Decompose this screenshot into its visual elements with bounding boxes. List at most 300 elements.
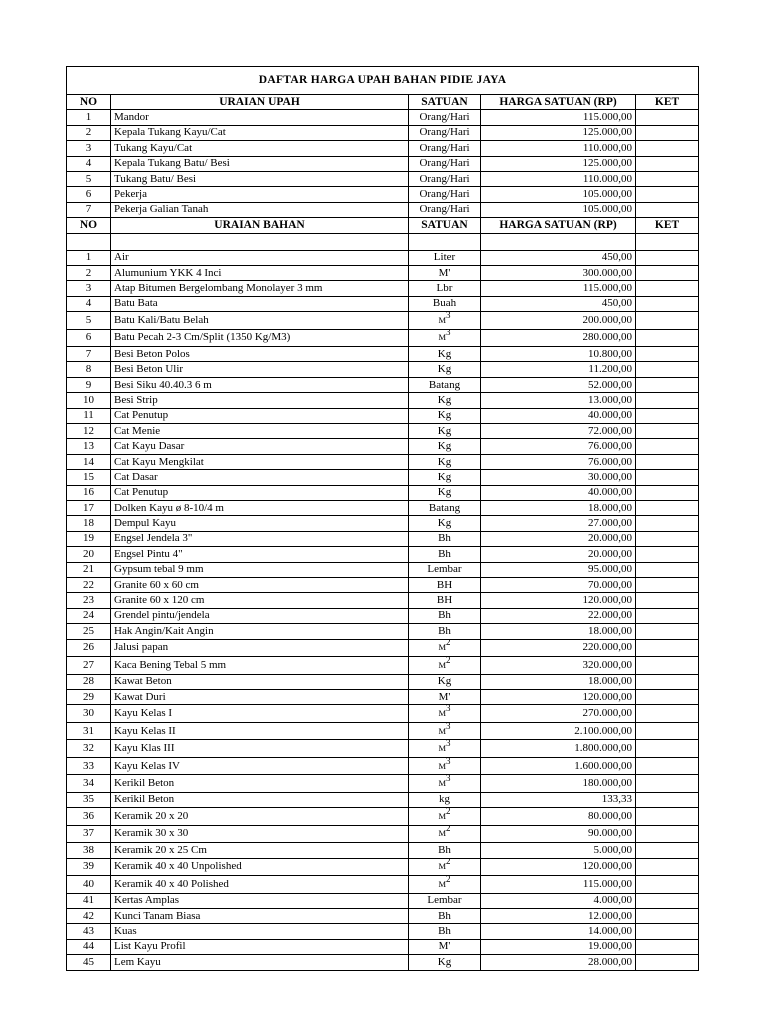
row-harga: 120.000,00 (481, 689, 636, 704)
row-uraian: List Kayu Profil (111, 939, 409, 954)
row-satuan: M' (409, 689, 481, 704)
row-satuan: Kg (409, 424, 481, 439)
row-ket (636, 171, 699, 186)
table-row (67, 689, 699, 704)
row-number: 1 (67, 110, 111, 125)
row-number: 30 (67, 705, 111, 723)
row-harga: 10.800,00 (481, 347, 636, 362)
row-uraian: Alumunium YKK 4 Inci (111, 265, 409, 280)
row-satuan: Lembar (409, 562, 481, 577)
table-row (67, 424, 699, 439)
row-uraian: Jalusi papan (111, 639, 409, 657)
row-harga: 110.000,00 (481, 141, 636, 156)
row-uraian: Engsel Jendela 3" (111, 531, 409, 546)
row-harga: 19.000,00 (481, 939, 636, 954)
row-number: 23 (67, 593, 111, 608)
row-harga: 30.000,00 (481, 470, 636, 485)
row-uraian: Cat Penutup (111, 408, 409, 423)
row-uraian: Besi Beton Ulir (111, 362, 409, 377)
row-ket (636, 593, 699, 608)
row-uraian: Dempul Kayu (111, 516, 409, 531)
table-row (67, 141, 699, 156)
row-harga: 40.000,00 (481, 485, 636, 500)
row-uraian: Kerikil Beton (111, 775, 409, 793)
row-satuan: Kg (409, 362, 481, 377)
row-ket (636, 281, 699, 296)
row-number: 29 (67, 689, 111, 704)
row-ket (636, 639, 699, 657)
row-harga: 28.000,00 (481, 955, 636, 970)
header-no: NO (67, 218, 111, 233)
table-row (67, 876, 699, 894)
row-harga: 270.000,00 (481, 705, 636, 723)
table-row (67, 187, 699, 202)
table-row (67, 110, 699, 125)
row-ket (636, 689, 699, 704)
row-satuan: $M^2$ (409, 825, 481, 843)
row-satuan: Orang/Hari (409, 187, 481, 202)
row-uraian: Kayu Klas III (111, 740, 409, 758)
row-harga: 27.000,00 (481, 516, 636, 531)
row-ket (636, 347, 699, 362)
row-satuan: Buah (409, 296, 481, 311)
title-row (67, 67, 699, 95)
row-ket (636, 202, 699, 217)
upah-section (67, 110, 699, 218)
row-harga: 105.000,00 (481, 202, 636, 217)
row-number: 9 (67, 377, 111, 392)
table-row (67, 171, 699, 186)
row-harga: 180.000,00 (481, 775, 636, 793)
table-row (67, 125, 699, 140)
row-harga: 115.000,00 (481, 281, 636, 296)
header-no: NO (67, 95, 111, 110)
row-uraian: Keramik 20 x 20 (111, 808, 409, 826)
row-harga: 220.000,00 (481, 639, 636, 657)
row-satuan: Bh (409, 608, 481, 623)
table-row (67, 347, 699, 362)
table-row (67, 500, 699, 515)
row-satuan: Orang/Hari (409, 110, 481, 125)
bahan-section (67, 250, 699, 970)
upah-header-row (67, 95, 699, 110)
price-list-table (66, 66, 699, 971)
table-row (67, 312, 699, 330)
table-row (67, 156, 699, 171)
table-row (67, 250, 699, 265)
table-row (67, 362, 699, 377)
row-harga: 18.000,00 (481, 674, 636, 689)
row-ket (636, 470, 699, 485)
row-ket (636, 250, 699, 265)
header-uraian-upah: URAIAN UPAH (111, 95, 409, 110)
row-number: 28 (67, 674, 111, 689)
row-satuan: BH (409, 593, 481, 608)
row-number: 24 (67, 608, 111, 623)
row-harga: 52.000,00 (481, 377, 636, 392)
row-uraian: Kerikil Beton (111, 792, 409, 807)
row-number: 43 (67, 924, 111, 939)
row-harga: 76.000,00 (481, 439, 636, 454)
row-number: 36 (67, 808, 111, 826)
row-ket (636, 531, 699, 546)
row-satuan: $M^3$ (409, 705, 481, 723)
row-ket (636, 296, 699, 311)
row-uraian: Grendel pintu/jendela (111, 608, 409, 623)
table-row (67, 657, 699, 675)
table-row (67, 531, 699, 546)
row-harga: 2.100.000,00 (481, 722, 636, 740)
table-row (67, 740, 699, 758)
row-ket (636, 893, 699, 908)
row-satuan: Orang/Hari (409, 156, 481, 171)
row-harga: 450,00 (481, 296, 636, 311)
row-number: 27 (67, 657, 111, 675)
row-satuan: $M^2$ (409, 808, 481, 826)
row-ket (636, 955, 699, 970)
row-number: 16 (67, 485, 111, 500)
table-row (67, 908, 699, 923)
table-row (67, 722, 699, 740)
row-ket (636, 110, 699, 125)
header-uraian-bahan: URAIAN BAHAN (111, 218, 409, 233)
row-ket (636, 125, 699, 140)
row-satuan: Batang (409, 377, 481, 392)
row-number: 41 (67, 893, 111, 908)
table-row (67, 202, 699, 217)
row-number: 2 (67, 265, 111, 280)
row-ket (636, 808, 699, 826)
row-uraian: Pekerja Galian Tanah (111, 202, 409, 217)
row-uraian: Kawat Beton (111, 674, 409, 689)
row-harga: 120.000,00 (481, 858, 636, 876)
row-satuan: Lbr (409, 281, 481, 296)
row-number: 4 (67, 156, 111, 171)
row-number: 38 (67, 843, 111, 858)
table-row (67, 439, 699, 454)
table-row (67, 674, 699, 689)
row-number: 10 (67, 393, 111, 408)
row-harga: 40.000,00 (481, 408, 636, 423)
row-uraian: Kayu Kelas I (111, 705, 409, 723)
row-harga: 4.000,00 (481, 893, 636, 908)
row-harga: 80.000,00 (481, 808, 636, 826)
row-uraian: Keramik 30 x 30 (111, 825, 409, 843)
row-satuan: Kg (409, 454, 481, 469)
row-uraian: Kertas Amplas (111, 893, 409, 908)
row-uraian: Kayu Kelas II (111, 722, 409, 740)
row-satuan: Kg (409, 439, 481, 454)
row-ket (636, 674, 699, 689)
row-satuan: Orang/Hari (409, 171, 481, 186)
table-row (67, 547, 699, 562)
row-ket (636, 908, 699, 923)
row-number: 8 (67, 362, 111, 377)
row-harga: 5.000,00 (481, 843, 636, 858)
row-satuan: $M^2$ (409, 858, 481, 876)
row-uraian: Mandor (111, 110, 409, 125)
table-row (67, 377, 699, 392)
row-satuan: M' (409, 939, 481, 954)
row-uraian: Cat Dasar (111, 470, 409, 485)
header-harga-satuan: HARGA SATUAN (RP) (481, 218, 636, 233)
table-row (67, 955, 699, 970)
row-uraian: Hak Angin/Kait Angin (111, 624, 409, 639)
table-row (67, 808, 699, 826)
row-harga: 20.000,00 (481, 547, 636, 562)
row-harga: 125.000,00 (481, 125, 636, 140)
row-number: 13 (67, 439, 111, 454)
row-number: 26 (67, 639, 111, 657)
row-uraian: Cat Menie (111, 424, 409, 439)
row-harga: 110.000,00 (481, 171, 636, 186)
row-satuan: M' (409, 265, 481, 280)
row-harga: 115.000,00 (481, 876, 636, 894)
row-number: 39 (67, 858, 111, 876)
row-ket (636, 454, 699, 469)
row-uraian: Kepala Tukang Kayu/Cat (111, 125, 409, 140)
row-number: 2 (67, 125, 111, 140)
row-uraian: Tukang Kayu/Cat (111, 141, 409, 156)
row-satuan: Kg (409, 393, 481, 408)
row-satuan: Kg (409, 347, 481, 362)
row-number: 7 (67, 202, 111, 217)
bahan-header-row (67, 218, 699, 233)
row-harga: 70.000,00 (481, 577, 636, 592)
row-ket (636, 424, 699, 439)
row-uraian: Gypsum tebal 9 mm (111, 562, 409, 577)
row-uraian: Batu Kali/Batu Belah (111, 312, 409, 330)
row-number: 18 (67, 516, 111, 531)
row-ket (636, 740, 699, 758)
table-row (67, 593, 699, 608)
table-row (67, 329, 699, 347)
row-ket (636, 876, 699, 894)
table-row (67, 792, 699, 807)
row-uraian: Keramik 40 x 40 Unpolished (111, 858, 409, 876)
table-row (67, 485, 699, 500)
row-harga: 300.000,00 (481, 265, 636, 280)
row-satuan: Bh (409, 908, 481, 923)
header-satuan: SATUAN (409, 218, 481, 233)
row-harga: 450,00 (481, 250, 636, 265)
row-ket (636, 485, 699, 500)
row-satuan: BH (409, 577, 481, 592)
row-satuan: $M^3$ (409, 722, 481, 740)
row-uraian: Lem Kayu (111, 955, 409, 970)
row-uraian: Kuas (111, 924, 409, 939)
row-uraian: Batu Pecah 2-3 Cm/Split (1350 Kg/M3) (111, 329, 409, 347)
row-uraian: Besi Strip (111, 393, 409, 408)
row-uraian: Kayu Kelas IV (111, 757, 409, 775)
row-ket (636, 705, 699, 723)
row-number: 22 (67, 577, 111, 592)
row-satuan: Bh (409, 843, 481, 858)
row-uraian: Batu Bata (111, 296, 409, 311)
row-number: 3 (67, 141, 111, 156)
row-harga: 125.000,00 (481, 156, 636, 171)
row-ket (636, 500, 699, 515)
row-satuan: Kg (409, 516, 481, 531)
row-satuan: Kg (409, 955, 481, 970)
header-satuan: SATUAN (409, 95, 481, 110)
table-row (67, 296, 699, 311)
row-satuan: $M^3$ (409, 775, 481, 793)
row-satuan: Kg (409, 485, 481, 500)
row-satuan: Bh (409, 531, 481, 546)
table-row (67, 843, 699, 858)
row-ket (636, 792, 699, 807)
header-harga-satuan: HARGA SATUAN (RP) (481, 95, 636, 110)
table-row (67, 265, 699, 280)
row-number: 20 (67, 547, 111, 562)
table-row (67, 939, 699, 954)
row-number: 21 (67, 562, 111, 577)
row-harga: 12.000,00 (481, 908, 636, 923)
header-ket: KET (636, 218, 699, 233)
row-satuan: $M^2$ (409, 639, 481, 657)
table-row (67, 757, 699, 775)
row-satuan: Orang/Hari (409, 141, 481, 156)
header-ket: KET (636, 95, 699, 110)
row-ket (636, 377, 699, 392)
row-harga: 22.000,00 (481, 608, 636, 623)
row-number: 40 (67, 876, 111, 894)
row-number: 25 (67, 624, 111, 639)
row-harga: 1.800.000,00 (481, 740, 636, 758)
row-satuan: Kg (409, 408, 481, 423)
row-ket (636, 657, 699, 675)
row-ket (636, 265, 699, 280)
row-number: 34 (67, 775, 111, 793)
row-harga: 1.600.000,00 (481, 757, 636, 775)
table-row (67, 858, 699, 876)
row-satuan: $M^3$ (409, 757, 481, 775)
blank-row (67, 233, 699, 250)
row-number: 12 (67, 424, 111, 439)
row-ket (636, 547, 699, 562)
row-harga: 18.000,00 (481, 500, 636, 515)
row-satuan: Orang/Hari (409, 202, 481, 217)
row-number: 31 (67, 722, 111, 740)
table-row (67, 705, 699, 723)
row-harga: 120.000,00 (481, 593, 636, 608)
table-row (67, 393, 699, 408)
row-harga: 320.000,00 (481, 657, 636, 675)
row-harga: 76.000,00 (481, 454, 636, 469)
row-harga: 72.000,00 (481, 424, 636, 439)
row-uraian: Keramik 40 x 40 Polished (111, 876, 409, 894)
row-number: 37 (67, 825, 111, 843)
table-row (67, 624, 699, 639)
row-number: 15 (67, 470, 111, 485)
row-number: 7 (67, 347, 111, 362)
row-harga: 13.000,00 (481, 393, 636, 408)
row-uraian: Granite 60 x 60 cm (111, 577, 409, 592)
row-harga: 11.200,00 (481, 362, 636, 377)
row-uraian: Tukang Batu/ Besi (111, 171, 409, 186)
row-satuan: Lembar (409, 893, 481, 908)
row-number: 19 (67, 531, 111, 546)
row-satuan: $M^3$ (409, 740, 481, 758)
row-ket (636, 722, 699, 740)
row-satuan: $M^3$ (409, 329, 481, 347)
document-title: DAFTAR HARGA UPAH BAHAN PIDIE JAYA (67, 67, 699, 95)
table-row (67, 470, 699, 485)
row-uraian: Cat Kayu Dasar (111, 439, 409, 454)
row-ket (636, 924, 699, 939)
row-uraian: Kawat Duri (111, 689, 409, 704)
row-satuan: Bh (409, 547, 481, 562)
row-harga: 200.000,00 (481, 312, 636, 330)
row-number: 5 (67, 312, 111, 330)
row-number: 11 (67, 408, 111, 423)
table-row (67, 562, 699, 577)
row-harga: 18.000,00 (481, 624, 636, 639)
table-row (67, 454, 699, 469)
row-satuan: $M^3$ (409, 312, 481, 330)
table-row (67, 408, 699, 423)
row-uraian: Granite 60 x 120 cm (111, 593, 409, 608)
row-satuan: Bh (409, 624, 481, 639)
table-row (67, 516, 699, 531)
row-uraian: Engsel Pintu 4" (111, 547, 409, 562)
row-ket (636, 775, 699, 793)
row-satuan: $M^2$ (409, 657, 481, 675)
row-number: 33 (67, 757, 111, 775)
row-harga: 20.000,00 (481, 531, 636, 546)
row-number: 6 (67, 187, 111, 202)
row-uraian: Atap Bitumen Bergelombang Monolayer 3 mm (111, 281, 409, 296)
row-harga: 95.000,00 (481, 562, 636, 577)
row-satuan: Kg (409, 470, 481, 485)
row-satuan: Liter (409, 250, 481, 265)
row-ket (636, 393, 699, 408)
row-uraian: Kaca Bening Tebal 5 mm (111, 657, 409, 675)
row-number: 17 (67, 500, 111, 515)
row-ket (636, 141, 699, 156)
row-number: 45 (67, 955, 111, 970)
row-ket (636, 757, 699, 775)
row-number: 1 (67, 250, 111, 265)
row-uraian: Pekerja (111, 187, 409, 202)
table-row (67, 924, 699, 939)
table-row (67, 825, 699, 843)
row-ket (636, 439, 699, 454)
row-uraian: Kunci Tanam Biasa (111, 908, 409, 923)
row-uraian: Cat Kayu Mengkilat (111, 454, 409, 469)
row-satuan: Bh (409, 924, 481, 939)
row-ket (636, 516, 699, 531)
row-number: 5 (67, 171, 111, 186)
row-number: 44 (67, 939, 111, 954)
row-ket (636, 843, 699, 858)
row-harga: 280.000,00 (481, 329, 636, 347)
row-ket (636, 562, 699, 577)
row-uraian: Air (111, 250, 409, 265)
row-harga: 115.000,00 (481, 110, 636, 125)
row-uraian: Cat Penutup (111, 485, 409, 500)
row-ket (636, 624, 699, 639)
row-harga: 14.000,00 (481, 924, 636, 939)
row-satuan: $M^2$ (409, 876, 481, 894)
row-ket (636, 362, 699, 377)
row-number: 6 (67, 329, 111, 347)
table-row (67, 608, 699, 623)
table-row (67, 775, 699, 793)
row-number: 4 (67, 296, 111, 311)
row-uraian: Dolken Kayu ø 8-10/4 m (111, 500, 409, 515)
